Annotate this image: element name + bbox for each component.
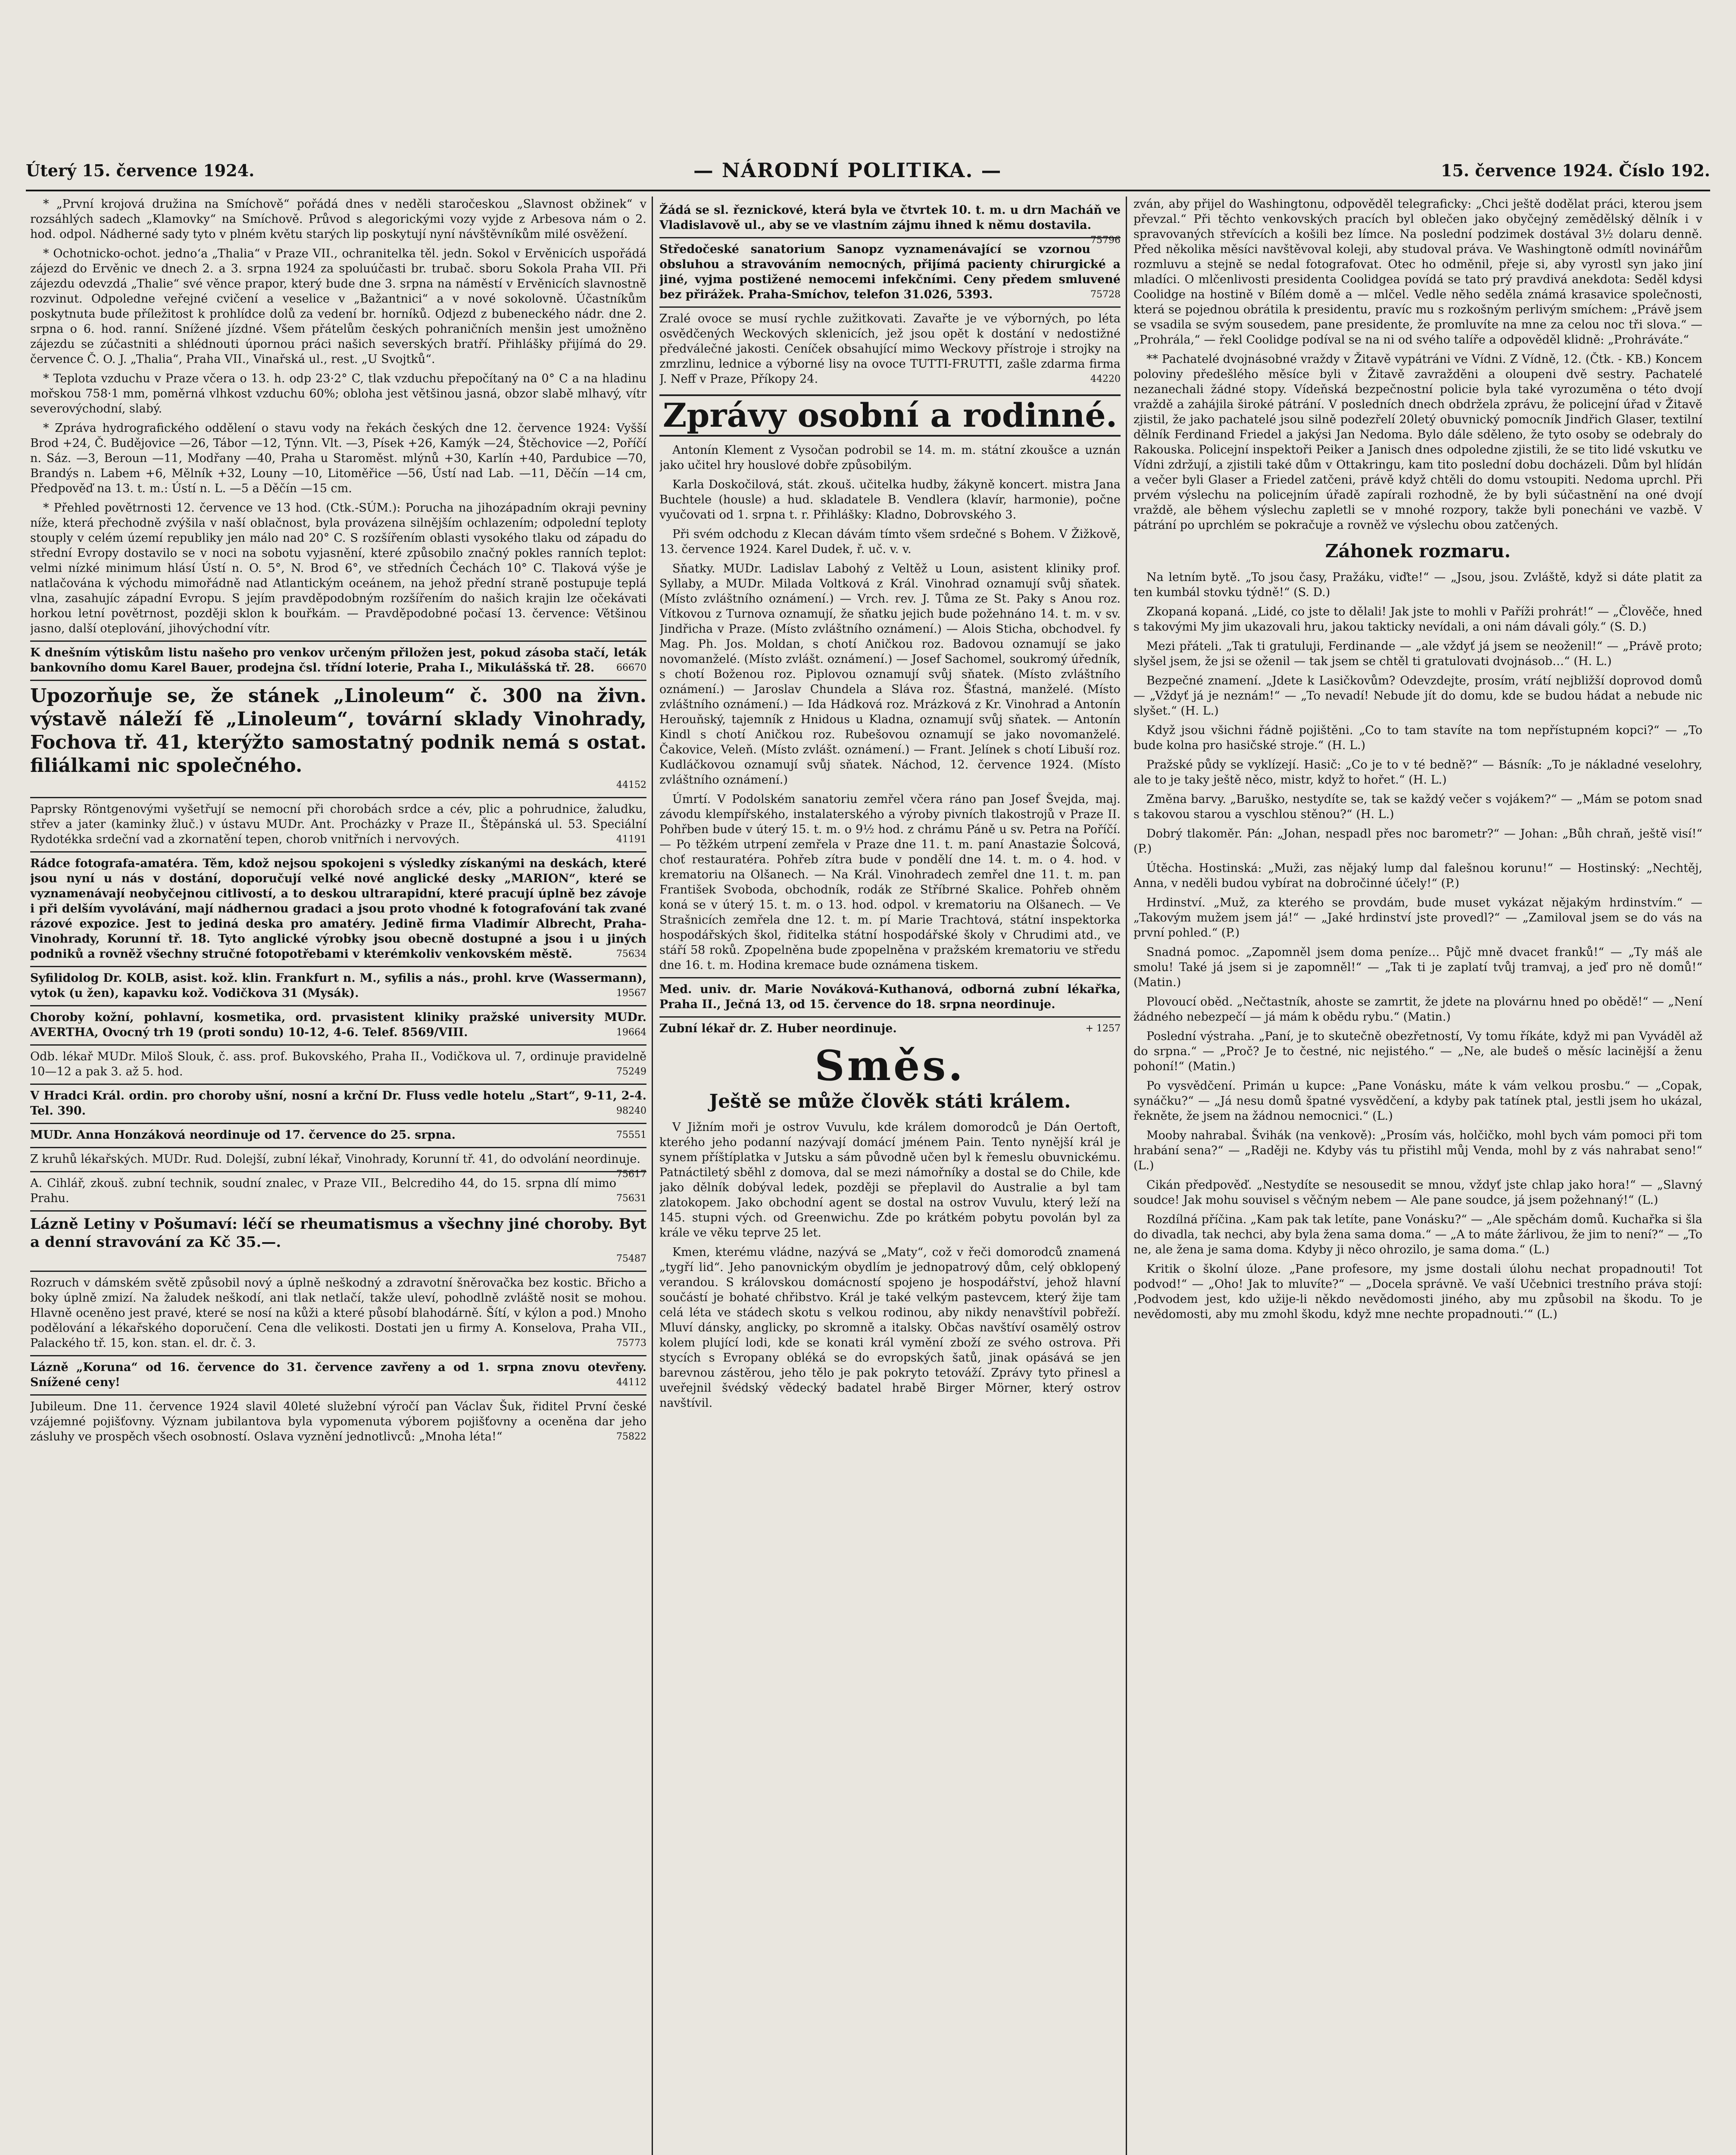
advert <box>30 640 646 677</box>
advert-text: Lázně Letiny v Pošumaví: léčí se rheumatismus a všechny jiné choroby. Byt a denní stravování za Kč 35.—. <box>30 1215 646 1251</box>
advert-ref: 75822 <box>616 1431 646 1442</box>
masthead-title: — NÁRODNÍ POLITIKA. — <box>693 159 1002 182</box>
news-item: Sňatky. MUDr. Ladislav Labohý z Veltěž u Loun, asistent kliniky prof. Syllaby, a MUDr. Milada Voltková z Král. Vinohrad oznamují svůj sňatek. (Místo zvláštního oznámení.) — Vrch. rev. J. Tůma ze St. Paky s Anou roz. Vítkovou z Turnova oznamují, že sňatku jejich bude požehnáno 14. t. m. v sv. Jindřicha v Praze. (Místo zvláštního oznámení.) — Alois Sticha, obchodvel. fy Mag. Ph. Jos. Moldan, s chotí Aničkou roz. Badovou oznamují se jako novomanželé. (Místo zvlášt. oznámení.) — Josef Sachomel, soukromý úředník, s chotí Boženou roz. Piplovou oznamují svůj sňatek. (Místo zvláštního oznámení.) — Jaroslav Chundela a Sláva roz. Šťastná, manželé. (Místo zvláštního oznámení.) — Ida Hádková roz. Mrázková z Kr. Vinohrad a Antonín Herouňský, tajemník z Hnidous u Kladna, oznamují svůj sňatek. — Antonín Kindl s chotí Aničkou roz. Rubešovou oznamují se jako novomanželé. Čakovice, Veleň. (Místo zvlášt. oznámení.) — Frant. Jelínek s chotí Libuší roz. Kudláčkovou oznamují svůj sňatek. Náchod, 12. července 1924. (Místo zvláštního oznámení.) <box>659 562 1121 787</box>
advert-text: Středočeské sanatorium Sanopz vyznamenávající se vzornou obsluhou a stravováním nemocných, přijímá pacienty chirurgické a jiné, vyjma postižené nemocemi infekčními. Ceny předem smluvené bez přirážek. Praha-Smíchov, telefon 31.026, 5393. <box>659 243 1121 301</box>
section-heading: Záhonek rozmaru. <box>1325 540 1511 562</box>
advert-ref: 41191 <box>616 834 646 845</box>
advert-text: Rádce fotografa-amatéra. Těm, kdož nejsou spokojeni s výsledky získanými na deskách, které jsou nyní u nás v dostání, doporučují velké nové anglické desky „MARION“, které se vyznamenávají neobyčejnou citlivostí, a to deskou ultrarapidní, které pracují úplně bez závoje i při delším vyvolávání, mají nádhernou gradaci a jsou proto vhodné k fotografování tak zvané rázové expozice. Jest to jediná deska pro amatéry. Jedině firma Vladimír Albrecht, Praha-Vinohrady, Korunní tř. 18. Tyto anglické výrobky jsou obecně dostupné a jsou i u jiných podniků a rovněž všechny stručné fotopotřebami v kterémkoliv venkovském městě. <box>30 857 646 961</box>
header-rule <box>26 190 1710 191</box>
joke-item: Zkopaná kopaná. „Lidé, co jste to dělali! Jak jste to mohli v Paříži prohrát!“ — „Člověče, hned s takovými My jim ukazovali hru, jakou takticky nevídali, a oni nám dávali góly.“ (S. D.) <box>1133 605 1702 634</box>
advert-ref: 75617 <box>616 1169 646 1180</box>
news-item: * Zpráva hydrografického oddělení o stavu vody na řekách českých dne 12. července 1924: Vyšší Brod +24, Č. Budějovice —26, Tábor —12, Týnn. Vlt. —3, Písek +26, Kamýk —24, Štěchovice —2, Poříčí n. Sáz. —3, Beroun —11, Modřany —40, Praha u Staroměst. mlýnů +30, Karlín +40, Pardubice —70, Brandýs n. Labem +6, Mělník +32, Louny —10, Litoměřice —56, Ústí nad Lab. —11, Děčín —14 cm, Předpověď na 13. t. m.: Ústí n. L. —5 a Děčín —15 cm. <box>30 422 646 495</box>
article-headline: Ještě se může člověk státi králem. <box>709 1090 1071 1112</box>
joke-item: Mooby nahrabal. Švihák (na venkově): „Prosím vás, holčičko, mohl bych vám pomoci při tom hrabání sena?“ — „Raději ne. Kdyby vás tu přistihl můj Venda, mohl by z vás nahrabat seno!“ (L.) <box>1133 1129 1702 1172</box>
advert <box>659 237 1121 304</box>
news-item: * Přehled povětrnosti 12. července ve 13 hod. (Ctk.-SÚM.): Porucha na jihozápadním okraji pevniny níže, která přechodně zvýšila v naší oblačnost, byla provázena silnějším ochlazením; odpolední teploty stouply v celém území republiky jen málo nad 20° C. S rozšířením oblasti vysokého tlaku od západu do střední Evropy dostavilo se v noci na sobotu vyjasnění, které způsobilo značný pokles ranních teplot: velmi nízké minimum hlásí Ústí n. O. 5°, N. Brod 6°, ve středních Čechách 10° C. Tlaková výše je natlačována k východu mimořádně nad Atlantickým oceánem, na jehož přední straně postupuje teplá vlna, zasahujíc západní Evropu. S jejím pravděpodobným rozšířením do našich krajin lze očekávati horkou letní povětrnost, později sklon k bouřkám. — Pravděpodobné počasí 13. července: Většinou jasno, další oteplování, jihovýchodní vítr. <box>30 501 646 635</box>
advert <box>30 1084 646 1120</box>
advert-text: Med. univ. dr. Marie Nováková-Kuthanová, odborná zubní lékařka, Praha II., Ječná 13, od 15. července do 18. srpna neordinuje. <box>659 983 1121 1011</box>
joke-item: Dobrý tlakoměr. Pán: „Johan, nespadl přes noc barometr?“ — Johan: „Bůh chraň, ještě visí!“ (P.) <box>1133 827 1702 856</box>
advert-text: Žádá se sl. řeznickové, která byla ve čtvrtek 10. t. m. u drn Macháň ve Vladislavově ul., aby se ve vlastním zájmu ihned k němu dostavila. <box>659 203 1121 232</box>
advert <box>30 680 646 794</box>
advert-text: V Hradci Král. ordin. pro choroby ušní, nosní a krční Dr. Fluss vedle hotelu „Start“, 9-11, 2-4. Tel. 390. <box>30 1089 646 1118</box>
advert <box>659 1016 1121 1038</box>
news-item: Karla Doskočilová, stát. zkouš. učitelka hudby, žákyně koncert. mistra Jana Buchtele (housle) a hud. skladatele B. Vendlera (klavír, harmonie), počne vyučovati od 1. srpna t. r. Přihlášky: Kladno, Dobrovského 3. <box>659 478 1121 522</box>
column-divider <box>1126 197 1127 2155</box>
advert-text: Syfilidolog Dr. KOLB, asist. kož. klin. Frankfurt n. M., syfilis a nás., prohl. krve (Wassermann), vytok (u žen), kapavku kož. Vodičkova 31 (Mysák). <box>30 971 646 1000</box>
joke-item: Pražské půdy se vyklízejí. Hasič: „Co je to v té bedně?“ — Básník: „To je nákladné veselohry, ale to je taky ještě něco, mistr, když to hořet.“ (H. L.) <box>1133 758 1702 787</box>
joke-item: Po vysvědčení. Primán u kupce: „Pane Vonásku, máte k vám velkou prosbu.“ — „Copak, synáčku?“ — „Já nesu domů špatné vysvědčení, a kdyby pak tatínek ptal, jestli jsem ho ukázal, řekněte, že jsem na žádnou nemocnici.“ (L.) <box>1133 1079 1702 1123</box>
advert-ref: 75551 <box>616 1130 646 1140</box>
advert-text: Choroby kožní, pohlavní, kosmetika, ord. prvasistent kliniky pražské university MUDr. AVERTHA, Ovocný trh 19 (proti sondu) 10-12, 4-6. Telef. 8569/VIII. <box>30 1011 646 1039</box>
advert <box>659 306 1121 388</box>
news-item: Úmrtí. V Podolském sanatoriu zemřel včera ráno pan Josef Švejda, maj. závodu klempířského, instalaterského a výroby pivních tlakostrojů v Praze II. Pohřben bude v úterý 15. t. m. o 9½ hod. z chrámu Páně u sv. Petra na Poříčí. — Po těžkém utrpení zemřela v Praze dne 11. t. m. paní Anastazie Šolcová, choť restauratéra. Pohřeb zítra bude v pondělí dne 14. t. m. o 4. hod. v krematoriu na Olšanech. — Na Král. Vinohradech zemřel dne 11. t. m. pan František Svoboda, obchodník, rodák ze Stříbrné Skalice. Pohřeb ohněm koná se v úterý 15. t. m. o 13. hod. odpol. v krematoriu na Olšanech. — Ve Strašnicích zemřela dne 12. t. m. pí Marie Trachtová, státní inspektorka hospodářských škol, řiditelka státní hospodářské školy v Chrudimi atd., ve stáří 58 roků. Zpopelněna bude zpopelněna v pražském krematoriu ve středu dne 16. t. m. Hodina kremace bude oznámena tiskem. <box>659 793 1121 972</box>
advert-ref: 44152 <box>616 780 646 790</box>
advert <box>30 966 646 1003</box>
column-left <box>30 197 646 2155</box>
advert-text: A. Cihlář, zkouš. zubní technik, soudní znalec, v Praze VII., Belcrediho 44, do 15. srpna dlí mimo Prahu. <box>30 1177 616 1205</box>
advert-ref: 75487 <box>616 1253 646 1264</box>
advert-text: Zralé ovoce se musí rychle zužitkovati. Zavařte je ve výborných, po léta osvědčených Weckových sklenicích, jež jsou opět k dostání v nedostižné předválečné jakosti. Ceníček obsahující mimo Weckovy přístroje i strojky na zmrzlinu, lednice a výborné lisy na ovoce TUTTI-FRUTTI, zašle zdarma firma J. Neff v Praze, Příkopy 24. <box>659 312 1121 386</box>
joke-item: Cikán předpověď. „Nestydíte se nesousedit se mnou, vždyť jste chlap jako hora!“ — „Slavný soudce! Jak mohu souvisel s věčným nebem — Ale pane soudce, já jsem požehnaný!“ (L.) <box>1133 1178 1702 1207</box>
advert-text: Lázně „Koruna“ od 16. července do 31. července zavřeny a od 1. srpna znovu otevřeny. Snížené ceny! <box>30 1361 646 1389</box>
section-heading-smes: Směs. <box>815 1041 965 1090</box>
news-item: * Teplota vzduchu v Praze včera o 13. h. odp 23·2° C, tlak vzduchu přepočítaný na 0° C a na hladinu mořskou 758·1 mm, poměrná vlhkost vzduchu 60%; obloha jest většinou jasná, obzor slabě mlhavý, vítr severovýchodní, slabý. <box>30 372 646 415</box>
advert <box>659 199 1121 246</box>
advert-ref: 75249 <box>616 1066 646 1077</box>
joke-item: Bezpečné znamení. „Jdete k Lasičkovům? Odevzdejte, prosím, vrátí nejbližší doprovod domů — „Vždyť já je neznám!“ — „To nevadí! Nebude jít do domu, kde se budou hádat a nebude nic slyšet.“ (H. L.) <box>1133 674 1702 718</box>
column-right <box>1133 197 1702 2155</box>
joke-item: Mezi přáteli. „Tak ti gratuluji, Ferdinande — „ale vždyť já jsem se neoženil!“ — „Právě proto; slyšel jsem, že jsi se oženil — tak jsem se chtěl ti gratulovati dvojnásob…“ (H. L.) <box>1133 640 1702 668</box>
advert <box>30 1123 646 1144</box>
joke-item: Útěcha. Hostinská: „Muži, zas nějaký lump dal falešnou korunu!“ — Hostinský: „Nechtěj, Anna, v neděli budou vybírat na dobročinné účely!“ (P.) <box>1133 862 1702 890</box>
news-item: * Ochotnicko-ochot. jedno‘a „Thalia“ v Praze VII., ochranitelka těl. jedn. Sokol v Ervěnicích uspořádá zájezd do Ervěnic ve dnech 2. a 3. srpna 1924 za spoluúčasti br. trubač. sboru Sokola Praha VII. Při zájezdu odevzdá „Thalie“ své věnce prapor, který bude dne 3. srpna na náměstí v Ervěnicích slavnostně rozvinut. Odpoledne veřejné cvičení a veselice v „Bažantnici“ a v nové sokolovně. Účastníkům poskytnuta bude příležitost k prohlídce dolů za vedení br. horníků. Odjezd z bubeneckého nádr. dne 2. srpna o 6. hod. ranní. Snížené jízdné. Všem přátelům českých pohraničních menšin jest umožněno zájezdu se zúčastniti a shlédnouti úpornou práci našich severských bratří. Přihlášky přijímá do 29. července Č. O. J. „Thalia“, Praha VII., Vinařská ul., rest. „U Svojtků“. <box>30 247 646 366</box>
news-item: Při svém odchodu z Klecan dávám tímto všem srdečné s Bohem. V Žižkově, 13. července 1924. Karel Dudek, ř. uč. v. v. <box>659 528 1121 556</box>
advert-ref: 75796 <box>1090 235 1121 246</box>
advert <box>30 1271 646 1352</box>
joke-item: Kritik o školní úloze. „Pane profesore, my jsme dostali úlohu nechat propadnouti! Tot podvod!“ — „Oho! Jak to mluvíte?“ — „Docela správně. Ve vaší Učebnici trestního práva stojí: ,Podvodem jest, kdo užije-li někdo nevědomosti jiného, aby mu způsobil na škodu. To je nevědomosti, aby mu zmohl škodu, když mne nechte propadnouti.‘“ (L.) <box>1133 1262 1702 1321</box>
column-divider <box>652 197 653 2155</box>
advert <box>30 851 646 963</box>
advert-text: K dnešním výtiskům listu našeho pro venkov určeným přiložen jest, pokud zásoba stačí, leták bankovního domu Karel Bauer, prodejna čsl. třídní loterie, Praha I., Mikulášská tř. 28. <box>30 646 646 675</box>
page-header <box>26 155 1710 185</box>
joke-item: Na letním bytě. „To jsou časy, Pražáku, viďte!“ — „Jsou, jsou. Zvláště, když si dáte platit za ten kumbál stovku týdně!“ (S. D.) <box>1133 571 1702 599</box>
advert <box>659 977 1121 1014</box>
header-date-left: Úterý 15. července 1924. <box>26 160 255 180</box>
advert <box>30 1005 646 1042</box>
advert-ref: 19567 <box>616 988 646 999</box>
advert-ref: 75634 <box>616 949 646 959</box>
joke-item: Plovoucí oběd. „Nečtastník, ahoste se zamrtit, že jdete na plovárnu hned po obědě!“ — „Není žádného nebezpečí — já mám k obědu rybu.“ (Matin.) <box>1133 995 1702 1024</box>
joke-item: Rozdílná příčina. „Kam pak tak letíte, pane Vonásku?“ — „Ale spěchám domů. Kuchařka si šla do divadla, tak nechci, aby byla žena sama doma.“ — „A to máte žárlivou, že jim to není?“ — „To ne, ale žena je sama doma. Kdyby ji něco ohrozilo, je sama doma.“ (L.) <box>1133 1213 1702 1256</box>
joke-item: Změna barvy. „Baruško, nestydíte se, tak se každý večer s vojákem?“ — „Mám se potom snad s takovou starou a vyschlou stěnou?“ (H. L.) <box>1133 793 1702 821</box>
column-middle <box>659 197 1121 2155</box>
advert <box>30 1394 646 1446</box>
article-paragraph: V Jižním moři je ostrov Vuvulu, kde králem domorodců je Dán Oertoft, kterého jeho podanní nazývají domácí jménem Pain. Tento nynější král je synem příštíplatka v Jutsku a sám původně učen byl k řemeslu obuvnickému. Patnáctiletý sběhl z domova, dal se mezi námořníky a dostal se do Chile, kde jako dělník dobýval ledek, později se přeplavil do Australie a byl tam zlatokopem. Jako obchodní agent se dostal na ostrov Vuvulu, který leží na 145. stupni vých. od Greenwichu. Zde po krátkém pobytu povolán byl za krále ve věku teprve 25 let. <box>659 1121 1121 1240</box>
advert <box>30 1355 646 1392</box>
advert <box>30 1210 646 1268</box>
advert-ref: 44220 <box>1090 374 1121 384</box>
advert-text: Zubní lékař dr. Z. Huber neordinuje. <box>659 1022 897 1035</box>
advert <box>30 1171 646 1208</box>
joke-item: Poslední výstraha. „Paní, je to skutečně obezřetností, Vy tomu říkáte, když mi pan Vyváděl až do srpna.“ — „Proč? Je to čestné, nic nejistého.“ — „Ne, ale budeš o měsíc lacinější a ženu pohoní!“ (Matin.) <box>1133 1030 1702 1073</box>
section-heading: Zprávy osobní a rodinné. <box>659 394 1121 437</box>
news-item: ** Pachatelé dvojnásobné vraždy v Žitavě vypátráni ve Vídni. Z Vídně, 12. (Čtk. - KB.) Koncem poloviny předešlého měsíce byli v Žitavě zavražděni a oloupeni dvě sestry. Pachatelé nezanechali žádné stopy. Vídeňská bezpečnostní policie byla také vyrozuměna o této dvojí vraždě a zahájila široké pátrání. V posledních dnech obdržela zprávu, že policejní úřad v Žitavě zjistil, že jako pachatelé jsou silně podezřelí 20letý obuvnický pomocník Jindřich Glaser, textilní dělník Ferdinand Friedel a jakýsi Jan Nedoma. Bylo dále sděleno, že tyto osoby se odebraly do Rakouska. Policejní inspektoři Peiker a Janisch dnes odpoledne zjistili, že se tito lidé vskutku ve Vídni zdržují, a zjistili také dům v Ottakringu, kam tito poslední dobu docházeli. Dům byl hlídán a večer byli Glaser a Friedel zatčeni, právě když chtěli do domu vstoupiti. Nedoma uprchl. Při prvém výslechu na policejním úřadě zapírali rozhodně, že by byli súčastnění na oné dvojí vraždě, ale během výslechu zapletli se v mnohé rozpory, takže byli ponecháni ve vazbě. V pátrání po uprchlém se pokračuje a rovněž ve výslechu obou zatčených. <box>1133 353 1702 532</box>
advert-ref: 98240 <box>616 1106 646 1116</box>
advert-ref: + 1257 <box>1085 1023 1121 1034</box>
joke-item: Hrdinství. „Muž, za kterého se provdám, bude muset vykázat nějakým hrdinstvím.“ — „Takovým mužem jsem já!“ — „Jaké hrdinství jste provedl?“ — „Zamiloval jsem se do vás na první pohled.“ (P.) <box>1133 896 1702 940</box>
advert-ref: 19664 <box>616 1027 646 1038</box>
advert-text: Rozruch v dámském světě způsobil nový a úplně neškodný a zdravotní šněrovačka bez kostic. Břicho a boky úplně zmizí. Na žaludek neškodí, ani tlak netlačí, takže uleví, pohodlně zvláště nosit se mohou. Hlavně oceněno jest pravé, které se nosí na kůži a které působí blahodárně. Šítí, v kýlon a pod.) Mnoho podělování a lékařského doporučení. Cena dle velikosti. Dostati jen u firmy A. Konselova, Praha VII., Palackého tř. 15, kon. stan. el. dr. č. 3. <box>30 1276 646 1350</box>
article-paragraph: zván, aby přijel do Washingtonu, odpověděl telegraficky: „Chci ještě dodělat práci, kterou jsem převzal.“ Při těchto venkovských pracích byl oblečen jako obyčejný zemědělský dělník i v spravovaných střevících a košili bez límce. Na poslední podzimek dostával 3½ dolaru denně. Před několika měsíci navštěvoval koleji, aby studoval práva. Ve Washingtoně odmítl novinářům rozmluvu a stejně se nedal fotografovat. Otec ho odměnil, přeje si, aby vyrostl syn jako jiní mladíci. O mlčenlivosti presidenta Coolidgea povídá se tato prý pravdivá anekdota: Seděl kdysi Coolidge na hostině v Bílém domě a — mlčel. Vedle něho seděla známá krasavice společnosti, která se pojednou obrátila k presidentu, pravíc mu s rozkošným perlivým smíchem: „Právě jsem se vsadila se svým sousedem, pane presidente, že promluvíte na mne za celou noc tři slova.“ — „Prohrála,“ — řekl Coolidge podíval se na ni od svého talíře a odpověděl klidně: „Prohráváte.“ <box>1133 197 1702 347</box>
advert-ref: 44112 <box>616 1377 646 1388</box>
advert-ref: 75631 <box>616 1193 646 1204</box>
advert-text: MUDr. Anna Honzáková neordinuje od 17. července do 25. srpna. <box>30 1128 456 1142</box>
advert-text: Z kruhů lékařských. MUDr. Rud. Dolejší, zubní lékař, Vinohrady, Korunní tř. 41, do odvolání neordinuje. <box>30 1152 640 1166</box>
advert-ref: 75728 <box>1090 289 1121 300</box>
article-paragraph: Kmen, kterému vládne, nazývá se „Maty“, což v řeči domorodců znamená „tygří lid“. Jeho panovnickým obydlím je jednopatrový dům, celý obklopený verandou. S královskou domácností spojeno je hospodářství, jehož hlavní součástí je bohaté chřibstvo. Král je také velkým pastevcem, který žije tam celá léta ve stádech skotu s velkou rodinou, aby nikdy nenavštívil pobřeží. Mluví dánsky, anglicky, po skromně a italsky. Občas navštíví osamělý ostrov kolem plující lodi, kde se konati král vymění zboží ze svého ostrova. Při stycích s Evropany obléká se do evropských šatů, jinak opásává se jen barevnou zástěrou, jeho tělo je pak pokryto tetováží. Zprávy tyto přinesl a uveřejnil švédský vědecký badatel hrabě Birger Mörner, který ostrov navštívil. <box>659 1246 1121 1410</box>
advert-ref: 75773 <box>616 1338 646 1349</box>
advert-text: Jubileum. Dne 11. července 1924 slavil 40leté služební výročí pan Václav Šuk, řiditel První české vzájemné pojišťovny. Význam jubilantova byla vypomenuta výborem pojišťovny a oceněna dar jeho zásluhy ve prospěch všech osobností. Oslava vyznění jednotlivců: „Mnoha léta!“ <box>30 1400 646 1443</box>
header-date-right: 15. července 1924. Číslo 192. <box>1441 160 1710 180</box>
advert <box>30 1044 646 1081</box>
advert-text: Odb. lékař MUDr. Miloš Slouk, č. ass. prof. Bukovského, Praha II., Vodičkova ul. 7, ordinuje pravidelně 10—12 a pak 3. až 5. hod. <box>30 1050 646 1078</box>
advert <box>30 1147 646 1180</box>
advert-text: Paprsky Röntgenovými vyšetřují se nemocní při chorobách srdce a cév, plic a pohrudnice, žaludku, střev a jater (kaminky žluč.) v ústavu MUDr. Ant. Procházky v Praze II., Štěpánská ul. 53. Speciální Rydotékka srdeční vad a zkornatění tepen, chorob vnitřních i nervových. <box>30 803 646 846</box>
advert-ref: 66670 <box>616 662 646 673</box>
joke-item: Když jsou všichni řádně pojištěni. „Co to tam stavíte na tom nepřístupném kopci?“ — „To bude kolna pro hasičské stroje.“ (H. L.) <box>1133 724 1702 752</box>
advert-text: Upozorňuje se, že stánek „Linoleum“ č. 300 na živn. výstavě náleží fě „Linoleum“, tovární sklady Vinohrady, Fochova tř. 41, kterýžto samostatný podnik nemá s ostat. filiálkami nic společného. <box>30 685 646 777</box>
news-item: Antonín Klement z Vysočan podrobil se 14. m. m. státní zkoušce a uznán jako učitel hry houslové dobře způsobilým. <box>659 443 1121 472</box>
joke-item: Snadná pomoc. „Zapomněl jsem doma peníze… Půjč mně dvacet franků!“ — „Ty máš ale smolu! Také já jsem si je zapomněl!“ — „Tak ti je zaplatí tvůj tramvaj, a jeď pro ně domů!“ (Matin.) <box>1133 946 1702 989</box>
advert <box>30 797 646 849</box>
news-item: * „První krojová družina na Smíchově“ pořádá dnes v neděli staročeskou „Slavnost obžinek“ v rozsáhlých sadech „Klamovky“ na Smíchově. Průvod s alegorickými vozy vyjde z Arbesova nám o 2. hod. odpol. Nádherné sady tyto v plném květu starých lip poskytují nyní návštěvníkům milé osvěžení. <box>30 197 646 241</box>
